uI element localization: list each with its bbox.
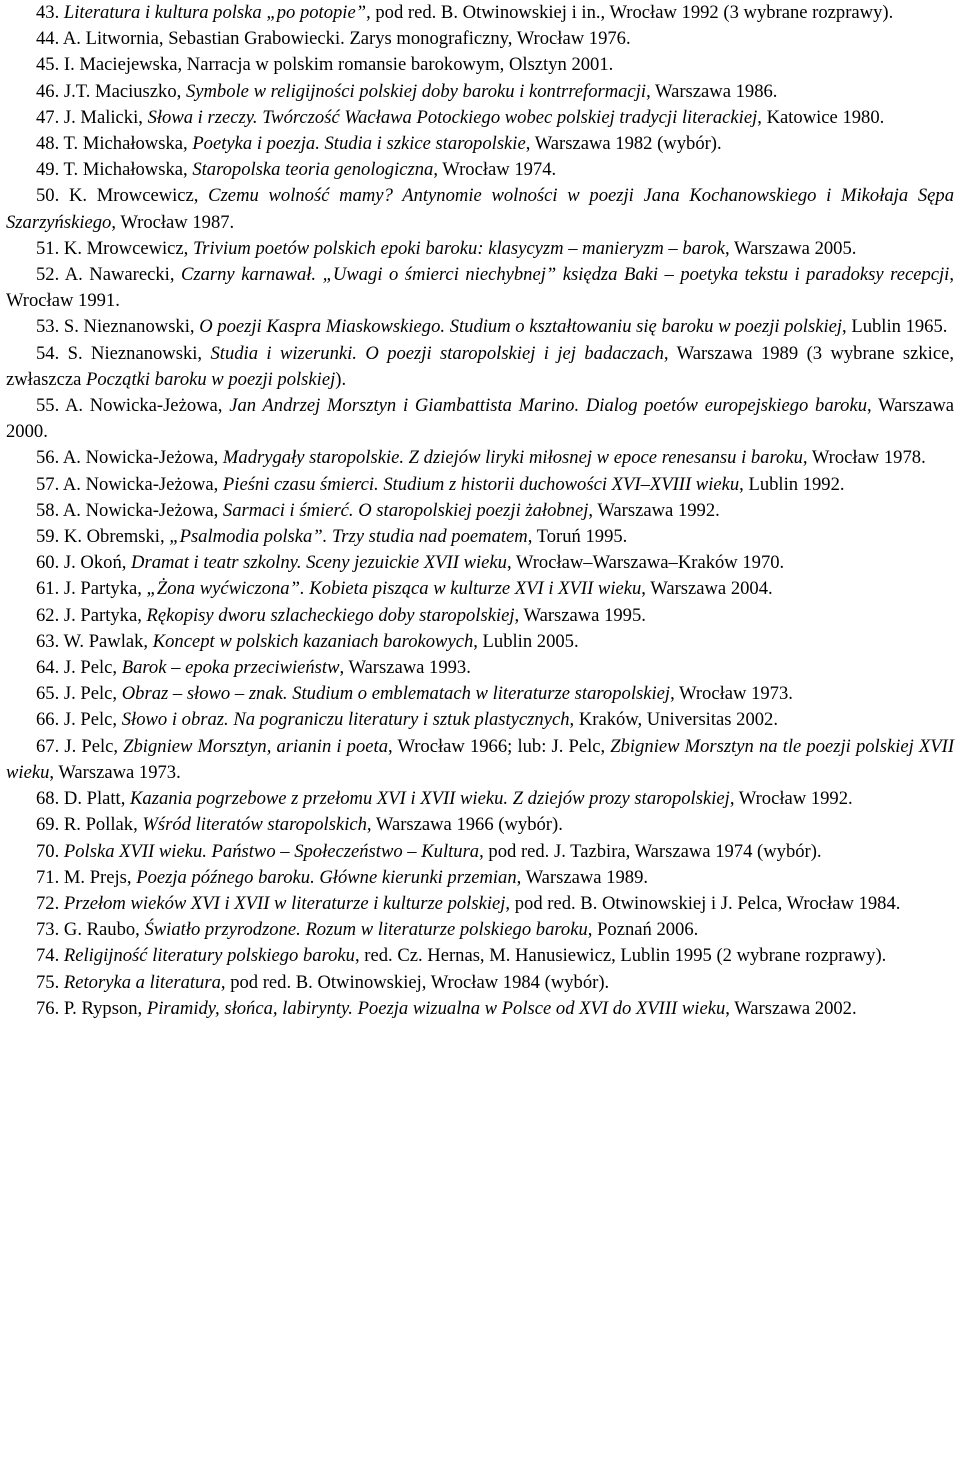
bibliography-entry: [6, 157, 954, 183]
entry-title-italic: Obraz – słowo – znak. Studium o emblematach w literaturze staropolskiej: [121, 683, 671, 705]
entry-text: 69. R. Pollak,: [36, 814, 143, 836]
entry-text: 70.: [36, 840, 64, 862]
entry-text: 75.: [36, 971, 64, 993]
entry-text: , Wrocław 1978.: [802, 447, 926, 469]
entry-title-italic: Przełom wieków XVI i XVII w literaturze i kulturze polskiej: [63, 892, 506, 914]
entry-text: 68. D. Platt,: [36, 788, 131, 810]
entry-title-italic: Poetyka i poezja. Studia i szkice staropolskie: [192, 133, 526, 155]
entry-text: 56. A. Nowicka-Jeżowa,: [36, 447, 223, 469]
entry-text: , Warszawa 2000.: [6, 395, 955, 443]
bibliography-entry: [6, 550, 954, 576]
bibliography-entry: [6, 314, 954, 340]
entry-text: , Warszawa 1973.: [49, 761, 181, 783]
entry-text: , Wrocław 1992.: [729, 788, 853, 810]
entry-text: , Lublin 2005.: [473, 630, 579, 652]
entry-text: 65. J. Pelc,: [36, 683, 122, 705]
entry-text: 59. K. Obremski,: [36, 526, 170, 548]
entry-text: , pod red. B. Otwinowskiej, Wrocław 1984 (wybór).: [220, 971, 610, 993]
bibliography-entry: [6, 524, 954, 550]
entry-text: 50. K. Mrowcewicz,: [36, 185, 209, 207]
entry-text: , Warszawa 2005.: [725, 237, 857, 259]
entry-text: , Warszawa 2004.: [641, 578, 773, 600]
bibliography-entry: [6, 603, 954, 629]
bibliography-entry: [6, 236, 954, 262]
bibliography-entry: [6, 917, 954, 943]
entry-text: , Warszawa 1982 (wybór).: [525, 133, 722, 155]
entry-title-italic: Rękopisy dworu szlacheckiego doby staropolskiej: [146, 604, 515, 626]
entry-text: 52. A. Nawarecki,: [36, 264, 181, 286]
entry-title-italic: Jan Andrzej Morsztyn i Giambattista Marino. Dialog poetów europejskiego baroku: [229, 395, 868, 417]
entry-text: , Wrocław–Warszawa–Kraków 1970.: [506, 552, 785, 574]
entry-text: 60. J. Okoń,: [36, 552, 132, 574]
entry-text: 55. A. Nowicka-Jeżowa,: [36, 395, 230, 417]
entry-title-italic: Studia i wizerunki. O poezji staropolskiej i jej badaczach: [210, 342, 664, 364]
entry-text: , Wrocław 1973.: [670, 683, 793, 705]
entry-title-italic: Symbole w religijności polskiej doby baroku i kontrreformacji: [185, 80, 647, 102]
entry-text: , Katowice 1980.: [757, 106, 885, 128]
entry-text: , Lublin 1992.: [739, 473, 845, 495]
entry-title-italic: O poezji Kaspra Miaskowskiego. Studium o kształtowaniu się baroku w poezji polskiej: [199, 316, 843, 338]
entry-text: , Warszawa 1989.: [516, 866, 649, 888]
entry-text: , Warszawa 2002.: [725, 997, 857, 1019]
bibliography-entry: [6, 341, 954, 393]
entry-text: , pod red. B. Otwinowskiej i in., Wrocław 1992 (3 wybrane rozprawy).: [366, 2, 894, 23]
entry-text: ).: [335, 368, 347, 390]
entry-text: 57. A. Nowicka-Jeżowa,: [36, 473, 223, 495]
bibliography-entry: [6, 183, 954, 235]
bibliography-entry: [6, 891, 954, 917]
bibliography-entry: [6, 839, 954, 865]
entry-title-italic: „Żona wyćwiczona”. Kobieta pisząca w kulturze XVI i XVII wieku: [146, 578, 642, 600]
entry-text: , red. Cz. Hernas, M. Hanusiewicz, Lublin 1995 (2 wybrane rozprawy).: [354, 945, 887, 967]
entry-text: 45. I. Maciejewska, Narracja w polskim romansie barokowym, Olsztyn 2001.: [36, 54, 614, 76]
entry-text: 73. G. Raubo,: [36, 919, 145, 941]
bibliography-entry: [6, 472, 954, 498]
entry-title-italic: Sarmaci i śmierć. O staropolskiej poezji żałobnej: [222, 499, 589, 521]
entry-text: , Toruń 1995.: [527, 526, 628, 548]
entry-title-italic: Pieśni czasu śmierci. Studium z historii duchowości XVI–XVIII wieku: [222, 473, 740, 495]
bibliography-entry: [6, 707, 954, 733]
entry-text: 47. J. Malicki,: [36, 106, 148, 128]
entry-text: , pod red. B. Otwinowskiej i J. Pelca, Wrocław 1984.: [505, 892, 901, 914]
entry-text: , Warszawa 1992.: [588, 499, 720, 521]
entry-title-italic: Koncept w polskich kazaniach barokowych: [152, 630, 474, 652]
entry-title-italic: Słowo i obraz. Na pograniczu literatury i sztuk plastycznych: [121, 709, 570, 731]
bibliography-entry: [6, 996, 954, 1022]
entry-title-italic: Światło przyrodzone. Rozum w literaturze polskiego baroku: [144, 919, 588, 941]
entry-text: 61. J. Partyka,: [36, 578, 147, 600]
entry-text: 76. P. Rypson,: [36, 997, 147, 1019]
entry-text: 72.: [36, 892, 64, 914]
entry-title-italic: „Psalmodia polska”. Trzy studia nad poematem: [169, 526, 528, 548]
entry-text: , Warszawa 1966 (wybór).: [366, 814, 563, 836]
entry-title-italic: Kazania pogrzebowe z przełomu XVI i XVII wieku. Z dziejów prozy staropolskiej: [130, 788, 730, 810]
entry-title-italic: Zbigniew Morsztyn na tle poezji polskiej XVII wieku: [6, 735, 955, 783]
entry-text: 63. W. Pawlak,: [36, 630, 153, 652]
entry-title-italic: Literatura i kultura polska „po potopie”: [63, 2, 367, 23]
entry-title-italic: Wśród literatów staropolskich: [142, 814, 367, 836]
entry-text: 67. J. Pelc,: [36, 735, 124, 757]
entry-title-italic: Trivium poetów polskich epoki baroku: klasycyzm – manieryzm – barok: [192, 237, 726, 259]
entry-text: 58. A. Nowicka-Jeżowa,: [36, 499, 223, 521]
bibliography-entry: [6, 681, 954, 707]
bibliography-entry: [6, 786, 954, 812]
entry-text: 54. S. Nieznanowski,: [36, 342, 211, 364]
bibliography-entry: [6, 576, 954, 602]
entry-text: 66. J. Pelc,: [36, 709, 122, 731]
entry-text: , Kraków, Universitas 2002.: [569, 709, 778, 731]
bibliography-entry: [6, 26, 954, 52]
entry-text: 44. A. Litwornia, Sebastian Grabowiecki. Zarys monograficzny, Wrocław 1976.: [36, 28, 631, 50]
bibliography-entry: [6, 131, 954, 157]
entry-title-italic: Słowa i rzeczy. Twórczość Wacława Potockiego wobec polskiej tradycji literackiej: [147, 106, 758, 128]
bibliography-entry: [6, 393, 954, 445]
entry-title-italic: Staropolska teoria genologiczna: [192, 159, 434, 181]
entry-text: , Wrocław 1966; lub: J. Pelc,: [388, 735, 611, 757]
bibliography-entry: [6, 105, 954, 131]
entry-text: , Warszawa 1989 (3 wybrane szkice, zwłaszcza: [6, 342, 954, 390]
entry-text: 46. J.T. Maciuszko,: [36, 80, 186, 102]
entry-title-italic: Poezja późnego baroku. Główne kierunki przemian: [136, 866, 517, 888]
entry-title-italic: Zbigniew Morsztyn, arianin i poeta: [123, 735, 388, 757]
bibliography-entry: [6, 943, 954, 969]
entry-text: , Warszawa 1993.: [339, 657, 471, 679]
entry-text: , Wrocław 1991.: [6, 264, 954, 312]
entry-text: 74.: [36, 945, 64, 967]
entry-text: 64. J. Pelc,: [36, 657, 122, 679]
entry-title-italic: Polska XVII wieku. Państwo – Społeczeństwo – Kultura: [63, 840, 480, 862]
bibliography-entry: [6, 445, 954, 471]
entry-title-italic: Czemu wolność mamy? Antynomie wolności w poezji Jana Kochanowskiego i Mikołaja Sępa Szarzyńskiego: [6, 185, 955, 233]
bibliography-entry: [6, 655, 954, 681]
bibliography-entry: [6, 0, 954, 26]
entry-text: , Wrocław 1987.: [111, 211, 235, 233]
entry-title-italic: Retoryka a literatura: [63, 971, 221, 993]
entry-text: , Warszawa 1986.: [646, 80, 778, 102]
bibliography-entry: [6, 629, 954, 655]
entry-text: 43.: [36, 2, 64, 23]
entry-text: , Wrocław 1974.: [433, 159, 557, 181]
entry-text: , Lublin 1965.: [842, 316, 948, 338]
entry-text: 49. T. Michałowska,: [36, 159, 193, 181]
entry-text: , Warszawa 1995.: [514, 604, 646, 626]
entry-title-italic: Barok – epoka przeciwieństw: [121, 657, 340, 679]
bibliography-entry: [6, 970, 954, 996]
entry-text: 53. S. Nieznanowski,: [36, 316, 200, 338]
entry-title-italic: Dramat i teatr szkolny. Sceny jezuickie XVII wieku: [131, 552, 507, 574]
entry-text: 51. K. Mrowcewicz,: [36, 237, 193, 259]
bibliography-entry: [6, 52, 954, 78]
bibliography-entry: [6, 812, 954, 838]
entry-title-italic: Czarny karnawał. „Uwagi o śmierci niechybnej” księdza Baki – poetyka tekstu i paradoksy recepcji: [180, 264, 950, 286]
bibliography-entry: [6, 734, 954, 786]
entry-text: , Poznań 2006.: [587, 919, 699, 941]
bibliography-entry: [6, 262, 954, 314]
entry-title-italic: Piramidy, słońca, labirynty. Poezja wizualna w Polsce od XVI do XVIII wieku: [146, 997, 726, 1019]
entry-text: 48. T. Michałowska,: [36, 133, 193, 155]
entry-text: 71. M. Prejs,: [36, 866, 137, 888]
bibliography-entry: [6, 79, 954, 105]
entry-title-italic: Religijność literatury polskiego baroku: [63, 945, 355, 967]
entry-text: , pod red. J. Tazbira, Warszawa 1974 (wybór).: [479, 840, 822, 862]
entry-title-italic: Początki baroku w poezji polskiej: [86, 368, 336, 390]
entry-title-italic: Madrygały staropolskie. Z dziejów liryki miłosnej w epoce renesansu i baroku: [222, 447, 803, 469]
bibliography-entry: [6, 498, 954, 524]
entry-text: 62. J. Partyka,: [36, 604, 147, 626]
bibliography-entry: [6, 865, 954, 891]
